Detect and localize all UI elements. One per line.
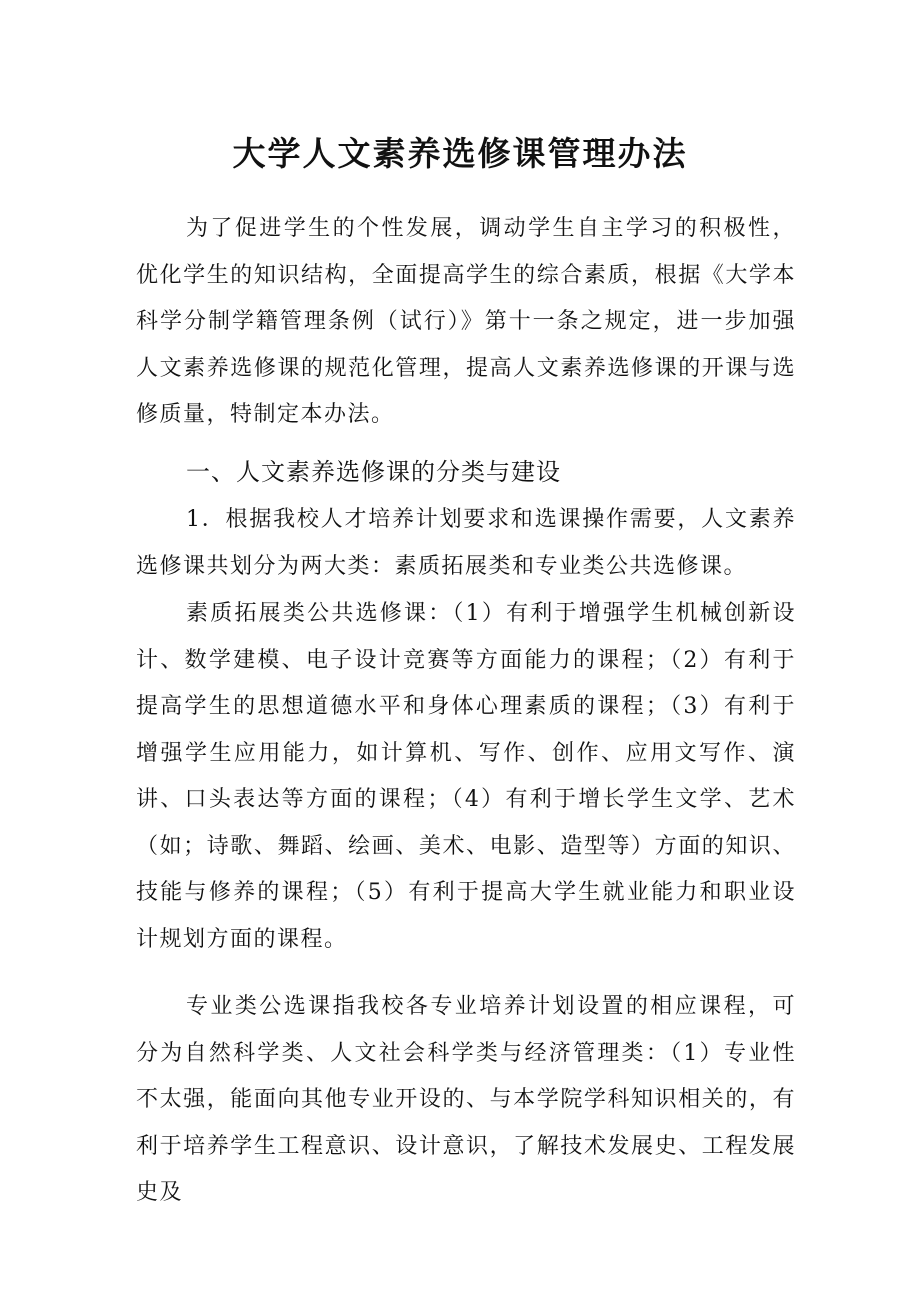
body-paragraph-quality-courses: 素质拓展类公共选修课：（1）有利于增强学生机械创新设计、数学建模、电子设计竞赛等方面能力的课程；（2）有利于提高学生的思想道德水平和身体心理素质的课程；（3）有利于增强学生应用能力，如计算机、写作、创作、应用文写作、演讲、口头表达等方面的课程；（4）有利于增长学生文学、艺术（如；诗歌、舞蹈、绘画、美术、电影、造型等）方面的知识、技能与修养的课程；（5）有利于提高大学生就业能力和职业设计规划方面的课程。: [136, 601, 796, 952]
document-title: 大学人文素养选修课管理办法: [232, 134, 688, 173]
section-body: [136, 497, 796, 590]
section-body-quality: [136, 591, 796, 963]
section-body-professional: [136, 984, 796, 1217]
body-paragraph-classification: 1．根据我校人才培养计划要求和选课操作需要，人文素养选修课共划分为两大类：素质拓展类和专业类公共选修课。: [136, 507, 796, 579]
intro-paragraph: 为了促进学生的个性发展，调动学生自主学习的积极性，优化学生的知识结构，全面提高学生的综合素质，根据《大学本科学分制学籍管理条例（试行）》第十一条之规定，进一步加强人文素养选修课的规范化管理，提高人文素养选修课的开课与选修质量，特制定本办法。: [136, 216, 796, 427]
intro-section: [136, 206, 796, 439]
body-paragraph-professional-courses: 专业类公选课指我校各专业培养计划设置的相应课程，可分为自然科学类、人文社会科学类与经济管理类：（1）专业性不太强，能面向其他专业开设的、与本学院学科知识相关的，有利于培养学生工程意识、设计意识，了解技术发展史、工程发展史及: [136, 994, 796, 1205]
section-heading: 一、人文素养选修课的分类与建设: [186, 458, 561, 486]
